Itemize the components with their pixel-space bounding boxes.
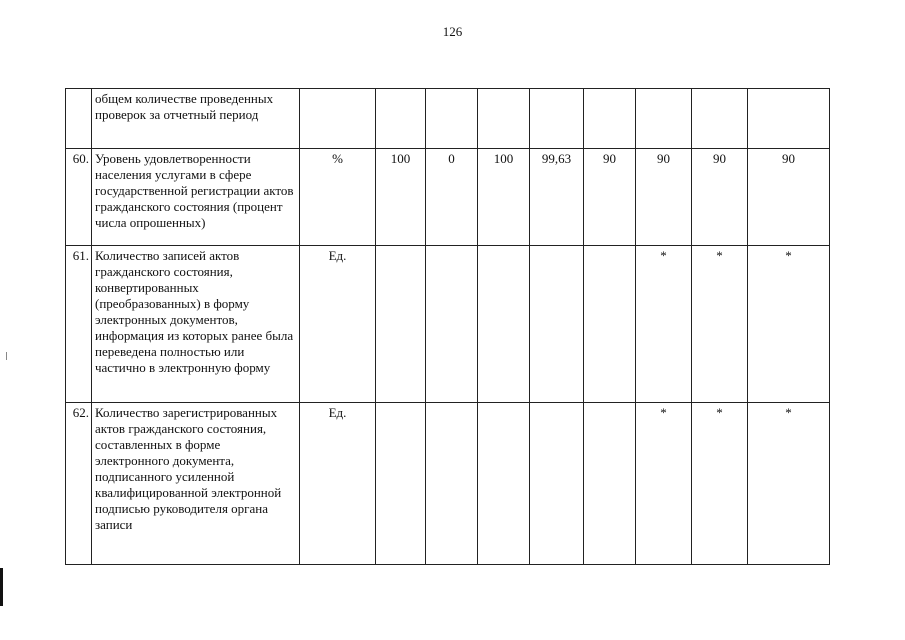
value-cell (478, 403, 530, 565)
value-cell: 90 (748, 149, 830, 246)
value-cell (376, 89, 426, 149)
value-cell: 90 (692, 149, 748, 246)
value-cell (748, 89, 830, 149)
indicator-name: Количество записей актов гражданского состояния, конвертированных (преобразованных) в форму электронных документов, информация из которых ранее была переведена полностью или частично в электронную форму (92, 246, 300, 403)
value-cell (584, 89, 636, 149)
value-cell: * (692, 403, 748, 565)
value-cell (478, 246, 530, 403)
value-cell (636, 89, 692, 149)
value-cell: 90 (584, 149, 636, 246)
value-cell (426, 89, 478, 149)
value-cell (426, 246, 478, 403)
value-cell: 100 (376, 149, 426, 246)
table-row (66, 403, 830, 565)
row-number: 62. (66, 403, 92, 565)
value-cell (530, 246, 584, 403)
row-number: 60. (66, 149, 92, 246)
value-cell: 0 (426, 149, 478, 246)
unit-cell: Ед. (300, 246, 376, 403)
value-cell (584, 246, 636, 403)
value-cell: * (636, 246, 692, 403)
indicators-table (65, 88, 830, 565)
value-cell (478, 89, 530, 149)
page-number: 126 (442, 24, 463, 39)
indicator-name: Количество зарегистрированных актов гражданского состояния, составленных в форме электронного документа, подписанного усиленной квалифицированной электронной подписью руководителя органа записи (92, 403, 300, 565)
value-cell (530, 403, 584, 565)
value-cell: * (692, 246, 748, 403)
row-number (66, 89, 92, 149)
value-cell (426, 403, 478, 565)
value-cell (376, 403, 426, 565)
value-cell (376, 246, 426, 403)
row-number: 61. (66, 246, 92, 403)
unit-cell: % (300, 149, 376, 246)
table-row (66, 246, 830, 403)
indicator-name: общем количестве проведенных проверок за отчетный период (92, 89, 300, 149)
value-cell: * (748, 246, 830, 403)
value-cell: * (748, 403, 830, 565)
value-cell: 99,63 (530, 149, 584, 246)
value-cell (692, 89, 748, 149)
unit-cell: Ед. (300, 403, 376, 565)
table-row (66, 149, 830, 246)
indicator-name: Уровень удовлетворенности населения услугами в сфере государственной регистрации актов гражданского состояния (процент числа опрошенных) (92, 149, 300, 246)
unit-cell (300, 89, 376, 149)
value-cell: 90 (636, 149, 692, 246)
table-row (66, 89, 830, 149)
value-cell: * (636, 403, 692, 565)
value-cell (530, 89, 584, 149)
binding-edge-mark (0, 568, 3, 606)
value-cell (584, 403, 636, 565)
value-cell: 100 (478, 149, 530, 246)
scan-mark (6, 352, 7, 360)
